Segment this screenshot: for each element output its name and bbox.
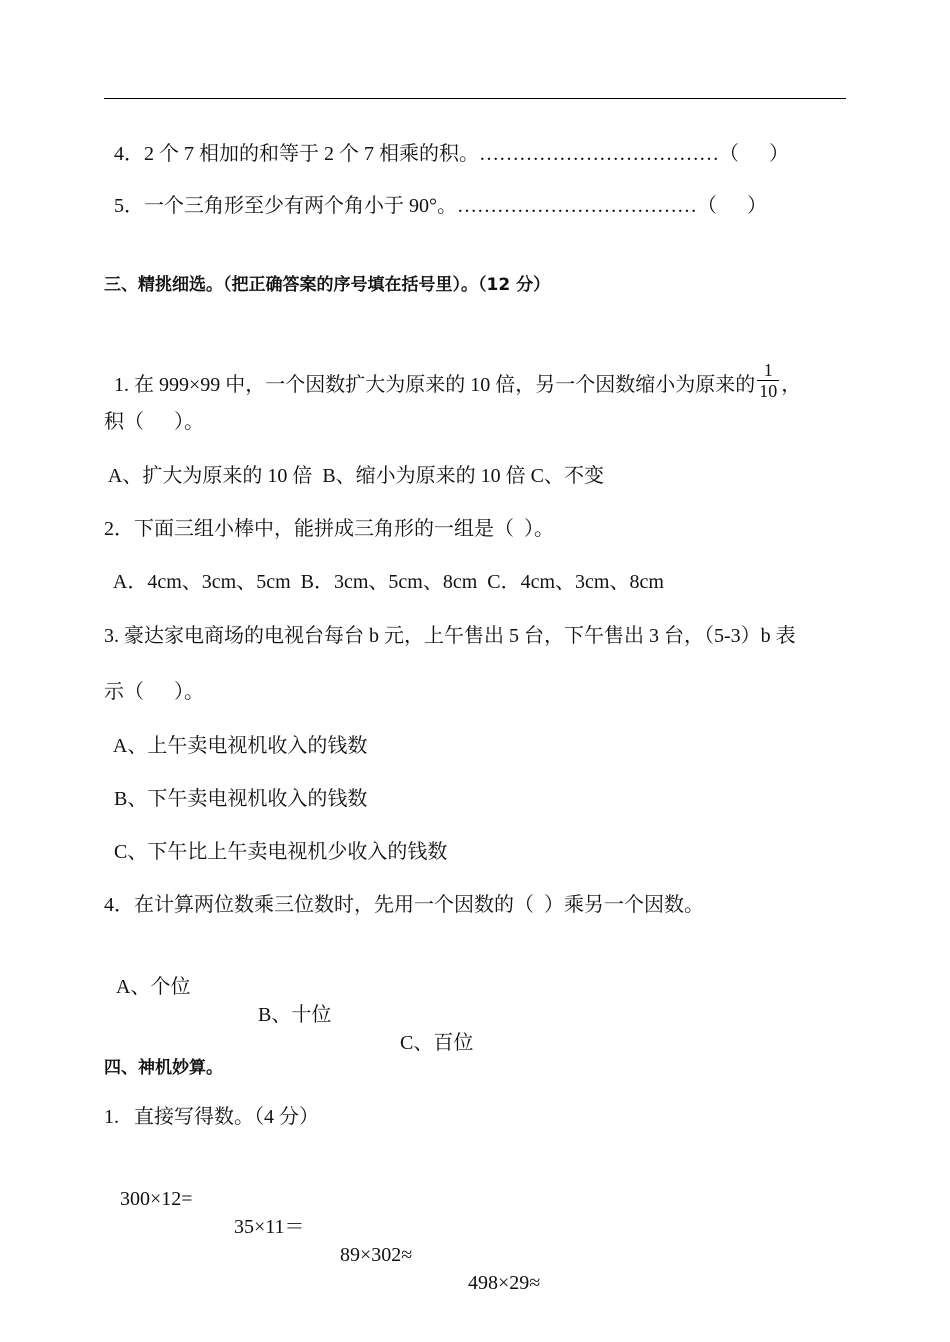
choice-question-4: 4．在计算两位数乘三位数时，先用一个因数的（ ）乘另一个因数。 — [104, 894, 704, 916]
answer-blank[interactable]: （ ） — [719, 143, 789, 165]
choice-question-3-line2: 示（ ）。 — [104, 681, 204, 703]
option-b: B、十位 — [258, 1004, 332, 1026]
choice-question-1-options: A、扩大为原来的 10 倍 B、缩小为原来的 10 倍 C、不变 — [104, 465, 605, 487]
choice-question-3-option-a: A、上午卖电视机收入的钱数 — [104, 735, 368, 757]
calc-item: 498×29≈ — [468, 1272, 541, 1294]
choice-question-3-option-c: C、下午比上午卖电视机少收入的钱数 — [104, 841, 448, 863]
answer-blank[interactable]: （ ） — [697, 195, 767, 217]
header-rule — [104, 98, 846, 99]
choice-question-2: 2．下面三组小棒中，能拼成三角形的一组是（ ）。 — [104, 518, 554, 540]
fraction: $\frac{1}{10}$ — [759, 360, 778, 401]
calc-question-1: 1. 直接写得数。（4 分） — [104, 1106, 319, 1128]
leader-dots: ……………………………… — [457, 195, 697, 217]
choice-question-1: 1. 在 999×99 中，一个因数扩大为原来的 10 倍，另一个因数缩小为原来的 $\frac{1}{10}$ ， — [114, 360, 802, 401]
choice-question-1-line2: 积（ ）。 — [104, 411, 204, 433]
calc-item: 300×12= — [120, 1188, 193, 1210]
choice-question-3-option-b: B、下午卖电视机收入的钱数 — [104, 788, 368, 810]
calc-item: 89×302≈ — [340, 1244, 413, 1266]
calc-item: 35×11＝ — [234, 1216, 305, 1238]
option-c: C、百位 — [400, 1032, 474, 1054]
calc-items — [120, 1157, 541, 1297]
judge-question-4: 4．2 个 7 相加的和等于 2 个 7 相乘的积。………………………………（ ） — [104, 112, 789, 168]
option-a: A、个位 — [116, 976, 191, 998]
section-4-heading: 四、神机妙算。 — [104, 1058, 223, 1078]
choice-question-2-options: A．4cm、3cm、5cm B．3cm、5cm、8cm C．4cm、3cm、8cm — [104, 571, 664, 593]
choice-question-4-options — [116, 945, 474, 1057]
leader-dots: ……………………………… — [479, 143, 719, 165]
choice-question-3: 3. 豪达家电商场的电视台每台 b 元，上午售出 5 台，下午售出 3 台，（5-3）b 表 — [104, 625, 796, 647]
judge-question-5: 5．一个三角形至少有两个角小于 90°。………………………………（ ） — [104, 164, 767, 220]
section-3-heading: 三、精挑细选。（把正确答案的序号填在括号里）。（12 分） — [104, 275, 551, 295]
